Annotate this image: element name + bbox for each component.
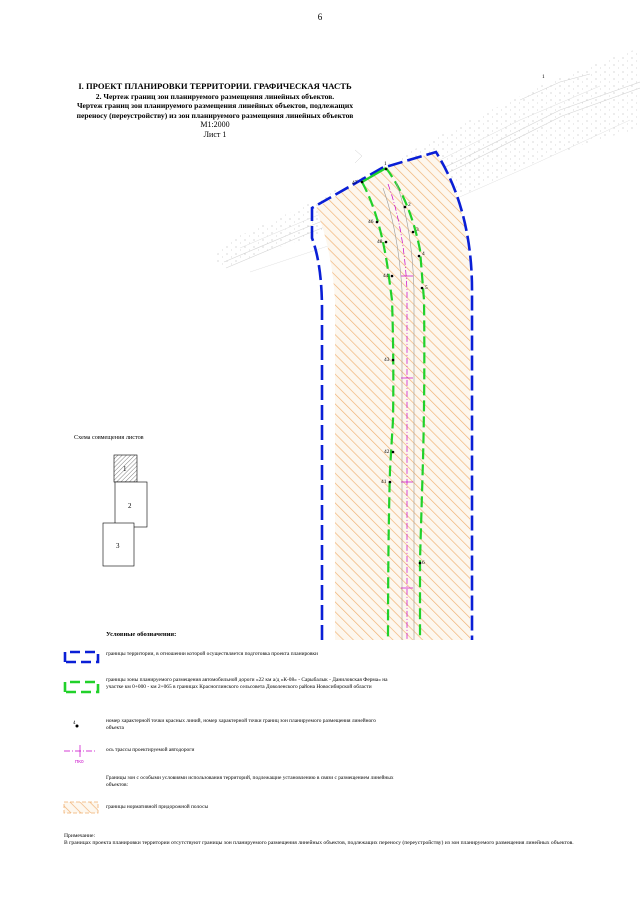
scale-label: М1:2000 <box>200 120 230 130</box>
point-label: 2 <box>408 202 411 208</box>
note-text: В границах проекта планировки территории отсутствуют границы зон планируемого размещения линейных объектов, подлежащих переносу (переустройству) из зон планируемого размещения линейных объектов. <box>64 840 574 847</box>
legend-axis-symbol-label: ПК0 <box>75 759 84 764</box>
point-label: 1 <box>384 161 387 167</box>
point-label: 42 <box>384 449 390 455</box>
legend-symbols <box>64 652 98 813</box>
point-label: 47 <box>352 180 358 186</box>
point-label: 44 <box>383 273 389 279</box>
point-marker <box>419 562 422 565</box>
legend-point-symbol-label: 4 <box>73 721 76 726</box>
note-block <box>64 833 634 847</box>
scheme-sheet-label: 1 <box>123 465 127 473</box>
point-marker <box>404 206 407 209</box>
point-label: 5 <box>425 285 428 291</box>
point-label: 4 <box>422 251 425 257</box>
page-number: 6 <box>317 12 323 22</box>
legend-item-roadside-strip: границы нормативной придорожной полосы <box>106 804 209 810</box>
legend-heading: Условные обозначения: <box>106 631 177 638</box>
point-marker <box>421 287 424 290</box>
point-marker <box>376 221 379 224</box>
point-label: 3 <box>416 227 419 233</box>
point-marker <box>385 241 388 244</box>
scheme-title: Схема совмещения листов <box>74 434 144 441</box>
legend-item-territory-boundary: границы территории, в отношении которой осуществляется подготовка проекта планировки <box>106 651 318 657</box>
scheme-sheet-label: 3 <box>116 542 120 550</box>
point-label: 43 <box>384 357 390 363</box>
title-line-1: I. ПРОЕКТ ПЛАНИРОВКИ ТЕРРИТОРИИ. ГРАФИЧЕСКАЯ ЧАСТЬ <box>78 81 352 91</box>
point-marker <box>412 231 415 234</box>
point-marker <box>392 451 395 454</box>
point-marker <box>389 481 392 484</box>
point-marker <box>361 181 364 184</box>
legend-zone-boundary-symbol <box>65 682 98 692</box>
legend-subheading: Границы зон с особыми условиями использования территорий, подлежащие установлению в связи с размещением линейных объектов: <box>106 775 394 789</box>
point-label: 41 <box>381 479 387 485</box>
scheme-sheet-label: 2 <box>128 502 132 510</box>
legend-roadside-hatch-symbol <box>64 802 98 813</box>
point-label: 48 <box>377 239 383 245</box>
legend-item-characteristic-point: номер характерной точки красных линий, номер характерной точки границ зон планируемого размещения линейного объекта <box>106 718 376 732</box>
sheet-label: Лист 1 <box>203 129 227 139</box>
legend-item-zone-boundary: границы зоны планируемого размещения автомобильной дороги «22 км а/д «К-08» - Сарыбалык - Даниловская Ферма» на участке км 0+000 - км 2+065 в границах Красноглинского сельсовета Доволенского района Новосибирской области <box>106 677 388 691</box>
title-line-2: 2. Чертеж границ зон планируемого размещения линейных объектов. <box>95 91 335 101</box>
note-heading: Примечание: <box>64 833 96 839</box>
legend-point-symbol <box>76 725 79 728</box>
legend-territory-boundary-symbol <box>65 652 98 662</box>
corner-mark: 1 <box>542 74 545 80</box>
point-marker <box>385 168 388 171</box>
point-label: 46 <box>368 219 374 225</box>
legend-item-road-axis: ось трассы проектируемой автодороги <box>106 747 195 753</box>
title-line-3: Чертеж границ зон планируемого размещения линейных объектов, подлежащих <box>76 101 354 111</box>
sheet-layout-scheme <box>103 455 147 566</box>
point-marker <box>418 255 421 258</box>
point-marker <box>391 275 394 278</box>
point-label: 6 <box>422 560 425 566</box>
title-line-4: переносу (переустройству) из зон планируемого размещения линейных объектов <box>76 110 354 120</box>
point-marker <box>392 359 395 362</box>
